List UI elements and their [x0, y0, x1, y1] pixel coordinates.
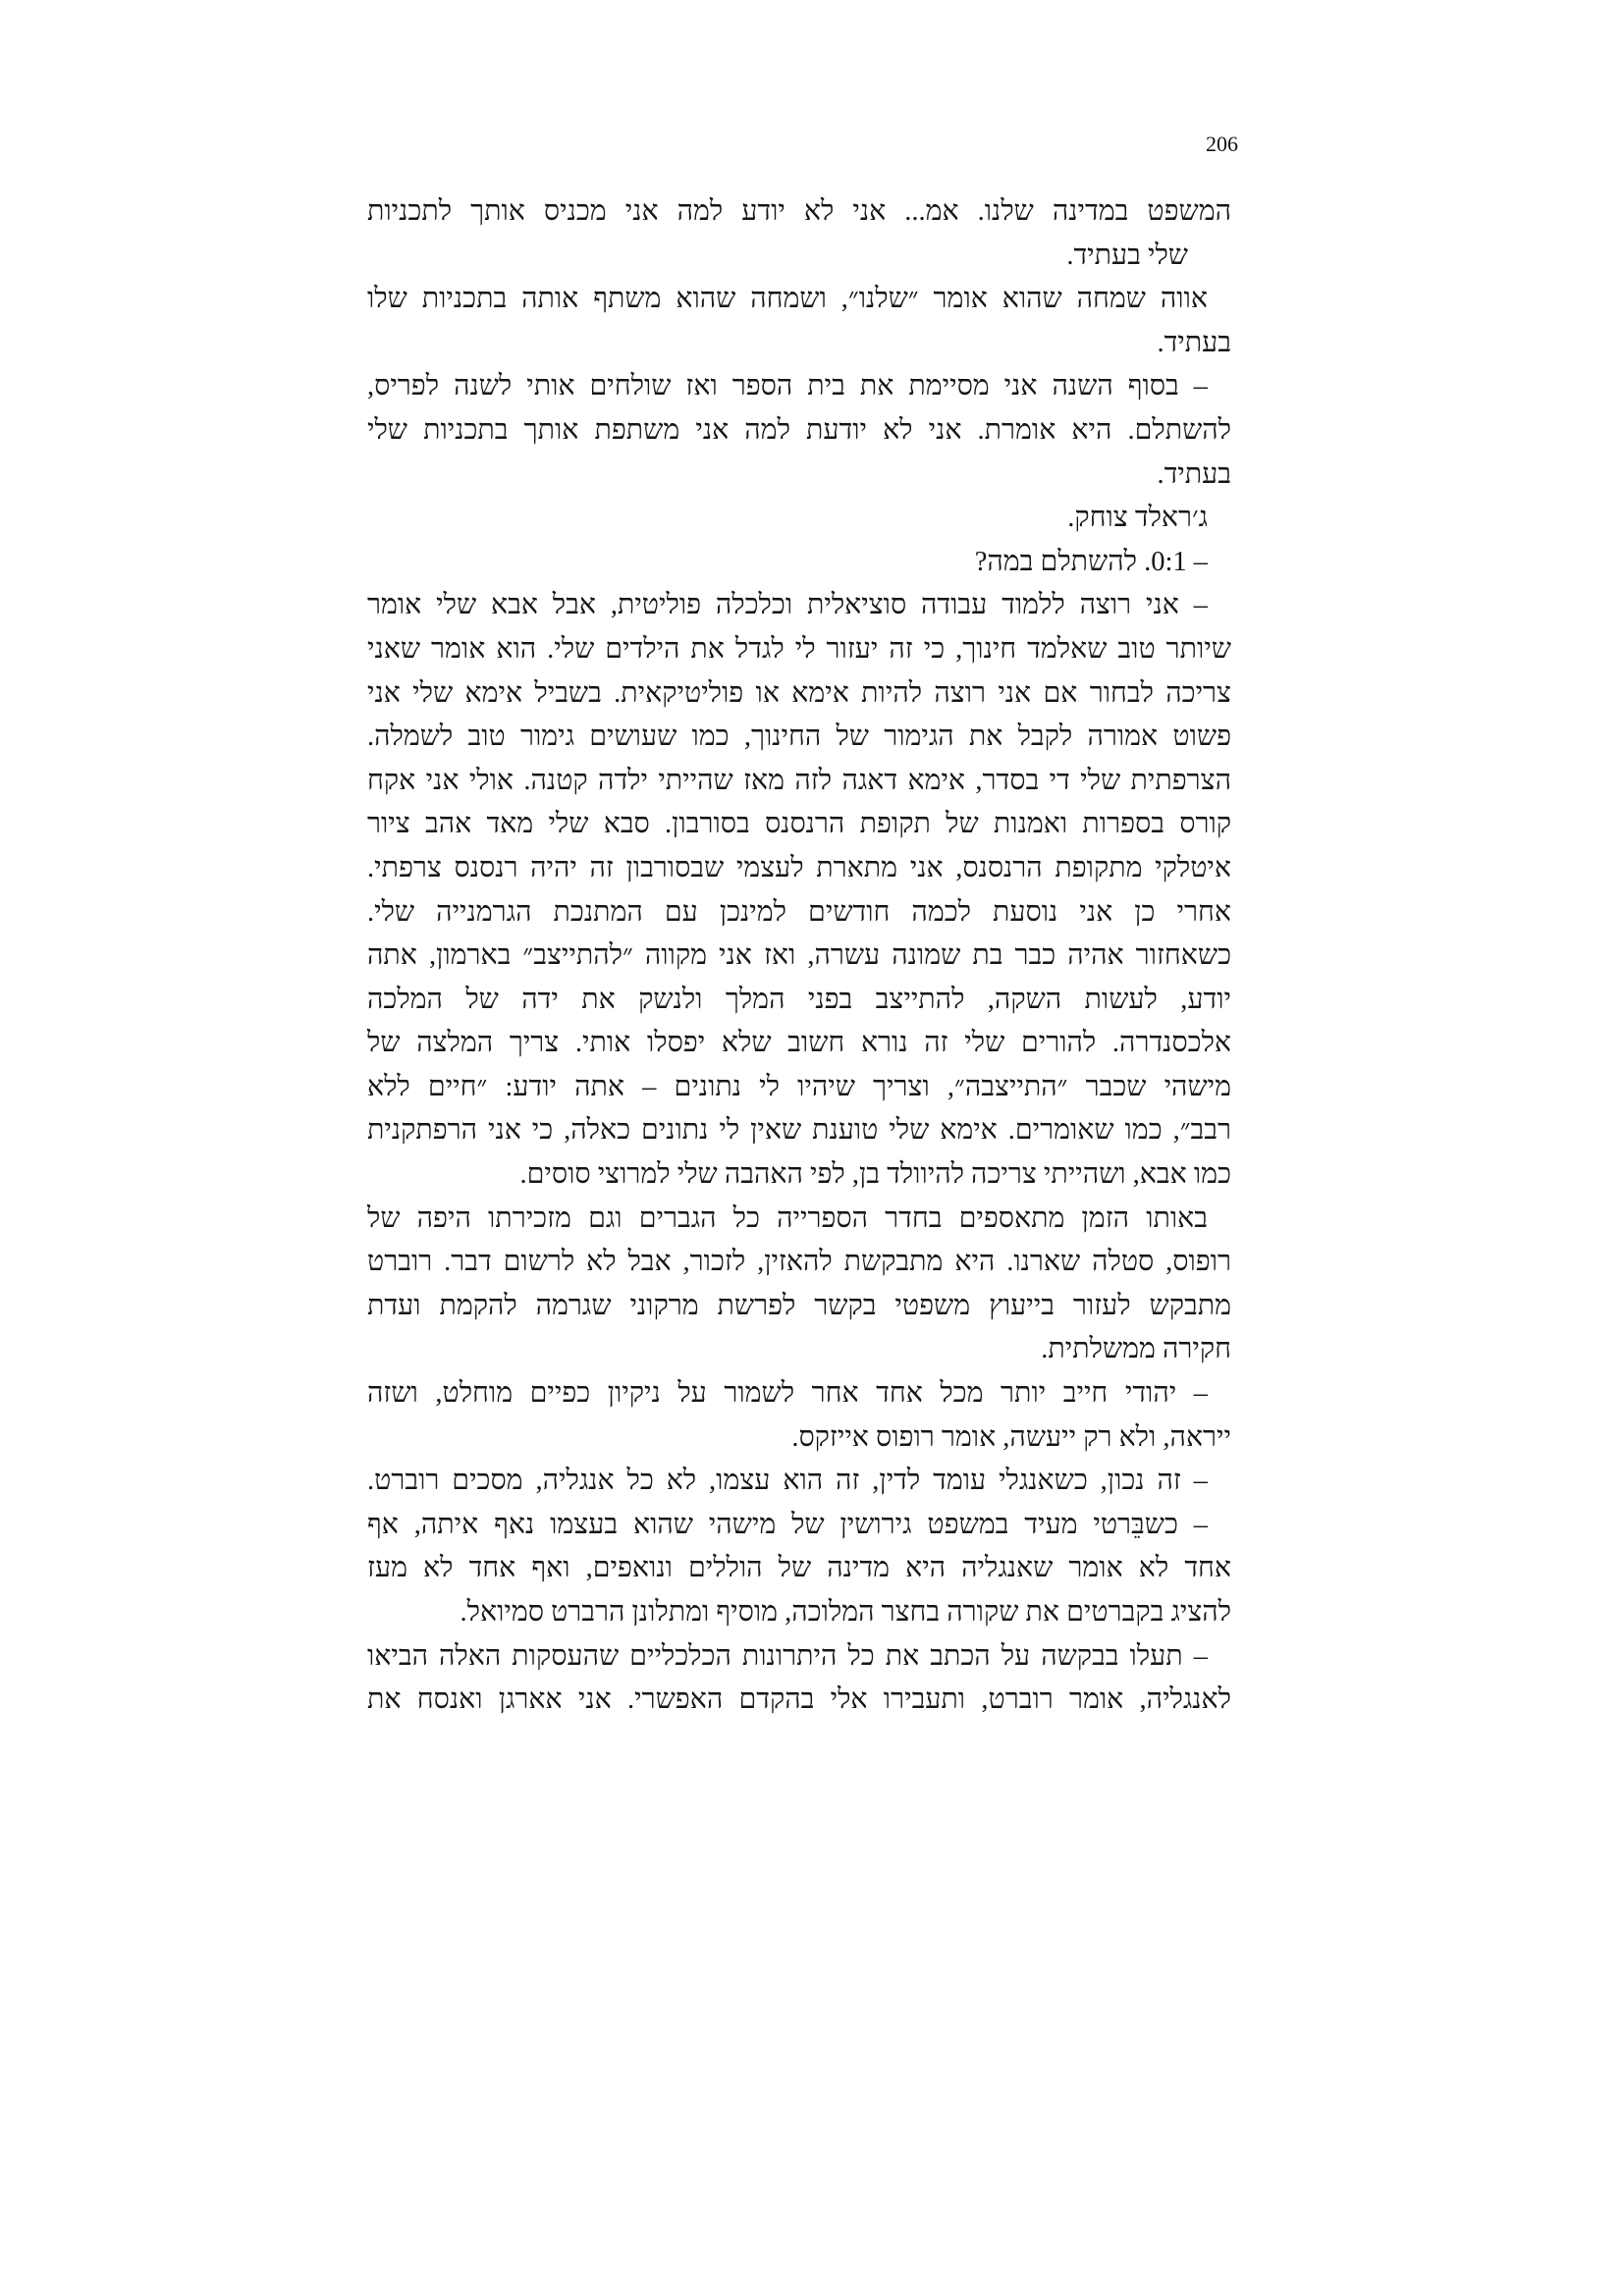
text-line: אחרי כן אני נוסעת לכמה חודשים למינכן עם המתנכת הגרמנייה שלי. — [367, 896, 1231, 928]
text-line: לאנגליה, אומר רוברט, ותעבירו אלי בהקדם האפשרי. אני אארגן ואנסח את — [367, 1684, 1231, 1716]
body-text — [367, 190, 1231, 1723]
text-line: אחד לא אומר שאנגליה היא מדינה של הוללים ונואפים, ואף אחד לא מעז — [367, 1553, 1231, 1584]
text-line: – אני רוצה ללמוד עבודה סוציאלית וכלכלה פוליטית, אבל אבא שלי אומר — [367, 590, 1208, 621]
text-line: – יהודי חייב יותר מכל אחד אחר לשמור על ניקיון כפיים מוחלט, ושזה — [367, 1378, 1208, 1410]
text-line: – תעלו בבקשה על הכתב את כל היתרונות הכלכליים שהעסקות האלה הביאו — [367, 1640, 1208, 1672]
text-line: אווה שמחה שהוא אומר ״שלנו״, ושמחה שהוא משתף אותה בתכניות שלו — [367, 284, 1208, 315]
text-line: בעתיד. — [1157, 327, 1231, 358]
text-line: קורס בספרות ואמנות של תקופת הרנסנס בסורבון. סבא שלי מאד אהב ציור — [367, 809, 1231, 840]
text-line: צריכה לבחור אם אני רוצה להיות אימא או פוליטיקאית. בשביל אימא שלי אני — [367, 677, 1231, 709]
text-line: להציג בקברטים את שקורה בחצר המלוכה, מוסיף ומתלונן הרברט סמיואל. — [460, 1597, 1231, 1628]
text-line: אלכסנדרה. להורים שלי זה נורא חשוב שלא יפסלו אותי. צריך המלצה של — [367, 1028, 1231, 1059]
text-line: – כשבֵּרטי מעיד במשפט גירושין של מישהי שהוא בעצמו נאף איתה, אף — [367, 1509, 1208, 1540]
text-line: פשוט אמורה לקבל את הגימור של החינוך, כמו שעושים גימור טוב לשמלה. — [367, 721, 1231, 753]
text-line: רבב״, כמו שאומרים. אימא שלי טוענת שאין לי נתונים כאלה, כי אני הרפתקנית — [367, 1115, 1231, 1147]
text-line: באותו הזמן מתאספים בחדר הספרייה כל הגברים וגם מזכירתו היפה של — [367, 1202, 1208, 1234]
text-line: המשפט במדינה שלנו. אמ... אני לא יודע למה אני מכניס אותך לתכניות — [367, 196, 1231, 227]
text-line: מתבקש לעזור בייעוץ משפטי בקשר לפרשת מרקוני שגרמה להקמת ועדת — [367, 1290, 1231, 1321]
text-line: בעתיד. — [1157, 458, 1231, 490]
text-line: כמו אבא, ושהייתי צריכה להיוולד בן, לפי האהבה שלי למרוצי סוסים. — [519, 1159, 1231, 1191]
text-line: שלי בעתיד. — [1066, 240, 1188, 271]
text-line: להשתלם. היא אומרת. אני לא יודעת למה אני משתפת אותך בתכניות שלי — [367, 414, 1231, 446]
text-line: – זה נכון, כשאנגלי עומד לדין, זה הוא עצמו, לא כל אנגליה, מסכים רוברט. — [367, 1466, 1208, 1497]
text-line: – 0:1. להשתלם במה? — [974, 546, 1208, 577]
page-number: 206 — [1206, 132, 1238, 156]
text-line: ג׳ראלד צוחק. — [1067, 503, 1208, 534]
text-line: יודע, לעשות השקה, להתייצב בפני המלך ולנשק את ידה של המלכה — [367, 984, 1231, 1015]
text-line: רופוס, סטלה שארנו. היא מתבקשת להאזין, לזכור, אבל לא לרשום דבר. רוברט — [367, 1247, 1231, 1278]
text-line: חקירה ממשלתית. — [1041, 1334, 1231, 1365]
text-line: כשאחזור אהיה כבר בת שמונה עשרה, ואז אני מקווה ״להתייצב״ בארמון, אתה — [367, 940, 1231, 972]
text-line: הצרפתית שלי די בסדר, אימא דאגה לזה מאז שהייתי ילדה קטנה. אולי אני אקח — [367, 765, 1231, 796]
text-line: שיותר טוב שאלמד חינוך, כי זה יעזור לי לגדל את הילדים שלי. הוא אומר שאני — [367, 633, 1231, 665]
text-line: ייראה, ולא רק ייעשה, אומר רופוס אייזקס. — [791, 1421, 1231, 1453]
text-line: מישהי שכבר ״התייצבה״, וצריך שיהיו לי נתונים – אתה יודע: ״חיים ללא — [367, 1071, 1231, 1102]
text-line: – בסוף השנה אני מסיימת את בית הספר ואז שולחים אותי לשנה לפריס, — [367, 371, 1208, 402]
text-line: איטלקי מתקופת הרנסנס, אני מתארת לעצמי שבסורבון זה יהיה רנסנס צרפתי. — [367, 852, 1231, 883]
